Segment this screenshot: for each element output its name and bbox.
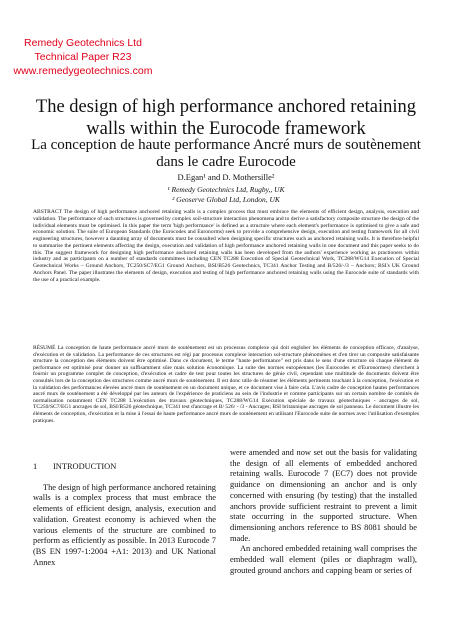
- affiliation-2: ² Geoserve Global Ltd, London, UK: [172, 195, 280, 204]
- affiliation-1: ¹ Remedy Geotechnics Ltd, Rugby,, UK: [167, 185, 285, 194]
- section-heading-introduction: [33, 462, 216, 473]
- section-number: 1: [33, 462, 38, 471]
- authors: D.Egan¹ and D. Mothersille²: [177, 172, 275, 182]
- right-column: [230, 448, 417, 576]
- paper-title: The design of high performance anchored retaining walls within the Eurocode framework: [35, 97, 417, 139]
- resume-label: RÉSUMÉ: [33, 345, 56, 351]
- abstract-label: ABSTRACT: [33, 209, 62, 215]
- company-name: Remedy Geotechnics Ltd: [24, 37, 142, 49]
- technical-paper-id: Technical Paper R23: [34, 51, 132, 63]
- left-column: [33, 462, 216, 568]
- resume-text: La conception de haute performance ancré murs de soutènement est un processus complexe qui doit englober les éléments de conception efficace, d'analyse, d'exécution et de validation. La performance de ces structures est régi par processus complexe interaction sol-structure phénomènes et d'en tirer un composite satisfaisante structure la conception des éléments doivent être optimisé. Dans ce document, le terme "haute performance" est pris dans le sens d'une structure où chaque élément de performance est optimisé pour donner un suffisamment sûre mais solution économique. La suite des normes européennes (les Eurocodes et d'Euronormes) cherchent à fournir un programme complet de conception, d'exécution et cadre de test pour toutes les structures de génie civil, cependant une multitude de documents doivent être consultés lors de la conception des structures comme ancré murs de soutènement. Il est donc utile de résumer les éléments pertinents touchant à la conception, l'exécution et la validation des performances élevées ancré murs de soutènement en un document unique, et ce document vise à faire cela. L'avis cadre de conception hautes performances ancré murs de soutènement a été développé par les auteurs de l'expérience de praticiens au sein de l'industrie et comme participants sur un certain nombre de comités de normalisation notamment CEN TC288 L'exécution des travaux géotechniques, TC288/WG14 Exécution spéciale de travaux géotechniques - ancrages de sol, TC250/SC7/EG1 ancrages de sol, BSI/B526 géotechnique, TC341 test d'ancrage et B/ 526/ - /3 - Ancrages; BSI britannique ancrages de sol panneau. Le document illustre les éléments de conception, d'exécution et la mise à l'essai de haute performance ancré murs de soutènement en utilisant l'Eurocode suite de normes avec l'utilisation d'exemples pratiques.: [33, 345, 420, 424]
- abstract-text: The design of high performance anchored retaining walls is a complex process that must embrace the elements of efficient design, analysis, execution and validation. The performance of such structures is governed by complex soil-structure interaction phenomena and to derive a satisfactory composite structure the design of the individual elements must be optimised. In this paper the term 'high performance' is defined as a structure where each element's performance is optimised to give a safe and economic solution. The suite of European Standards (the Eurocodes and Euronorms) seek to provide a comprehensive design, execution and testing framework for all civil engineering structures, however a daunting array of documents must be consulted when designing specific structures such as anchored retaining walls. It is therefore helpful to summarise the pertinent elements affecting the design, execution and validation of high performance anchored retaining walls in one document and this paper seeks to do this. The suggest framework for designing high performance anchored retaining walls has been developed from the authors' experience working as practioners within industry and as participants on a number of standards committees including CEN TC288 Execution of Special Geotechnical Work, TC288/WG14 Execution of Special Geotechnical Works – Ground Anchors, TC250/SC7/EG1 Ground Anchors, BSI/B526 Geotechnics, TC341 Anchor Testing and B/526/-/3 – Anchors; BSI's UK Ground Anchors Panel. The paper illustrates the elements of design, execution and testing of high performance anchored retaining walls using the Eurocode suite of standards with the use of a practical example.: [33, 209, 419, 283]
- paper-subtitle-french: La conception de haute performance Ancré murs de soutènement dans le cadre Eurocode: [31, 137, 421, 170]
- company-header: [8, 36, 158, 78]
- affiliations: [0, 185, 452, 205]
- intro-paragraph-right-1: were amended and now set out the basis for validating the design of all elements of embedded anchored retaining walls. Eurocode 7 (EC7) does not provide guidance on dimensioning an anchor and is only concerned with ensuring (by testing) that the installed anchors provide sufficient restraint to prevent a limit state occurring in the supported structure. When dimensioning anchors reference to BS 8081 should be made.: [230, 448, 417, 543]
- intro-paragraph-left: The design of high performance anchored retaining walls is a complex process that must embrace the elements of efficient design, analysis, execution and validation. Greatest economy is achieved when the various elements of the structure are combined to perform as efficiently as possible. In 2013 Eurocode 7 (BS EN 1997-1:2004 +A1: 2013) and UK National Annex: [33, 482, 216, 567]
- abstract: [33, 209, 419, 284]
- resume: [33, 345, 419, 424]
- intro-paragraph-right-2: An anchored embedded retaining wall comprises the embedded wall element (piles or diaphragm wall), grouted ground anchors and capping beam or series of: [230, 544, 417, 575]
- company-website-link[interactable]: www.remedygeotechnics.com: [13, 65, 153, 77]
- section-title: INTRODUCTION: [53, 462, 117, 471]
